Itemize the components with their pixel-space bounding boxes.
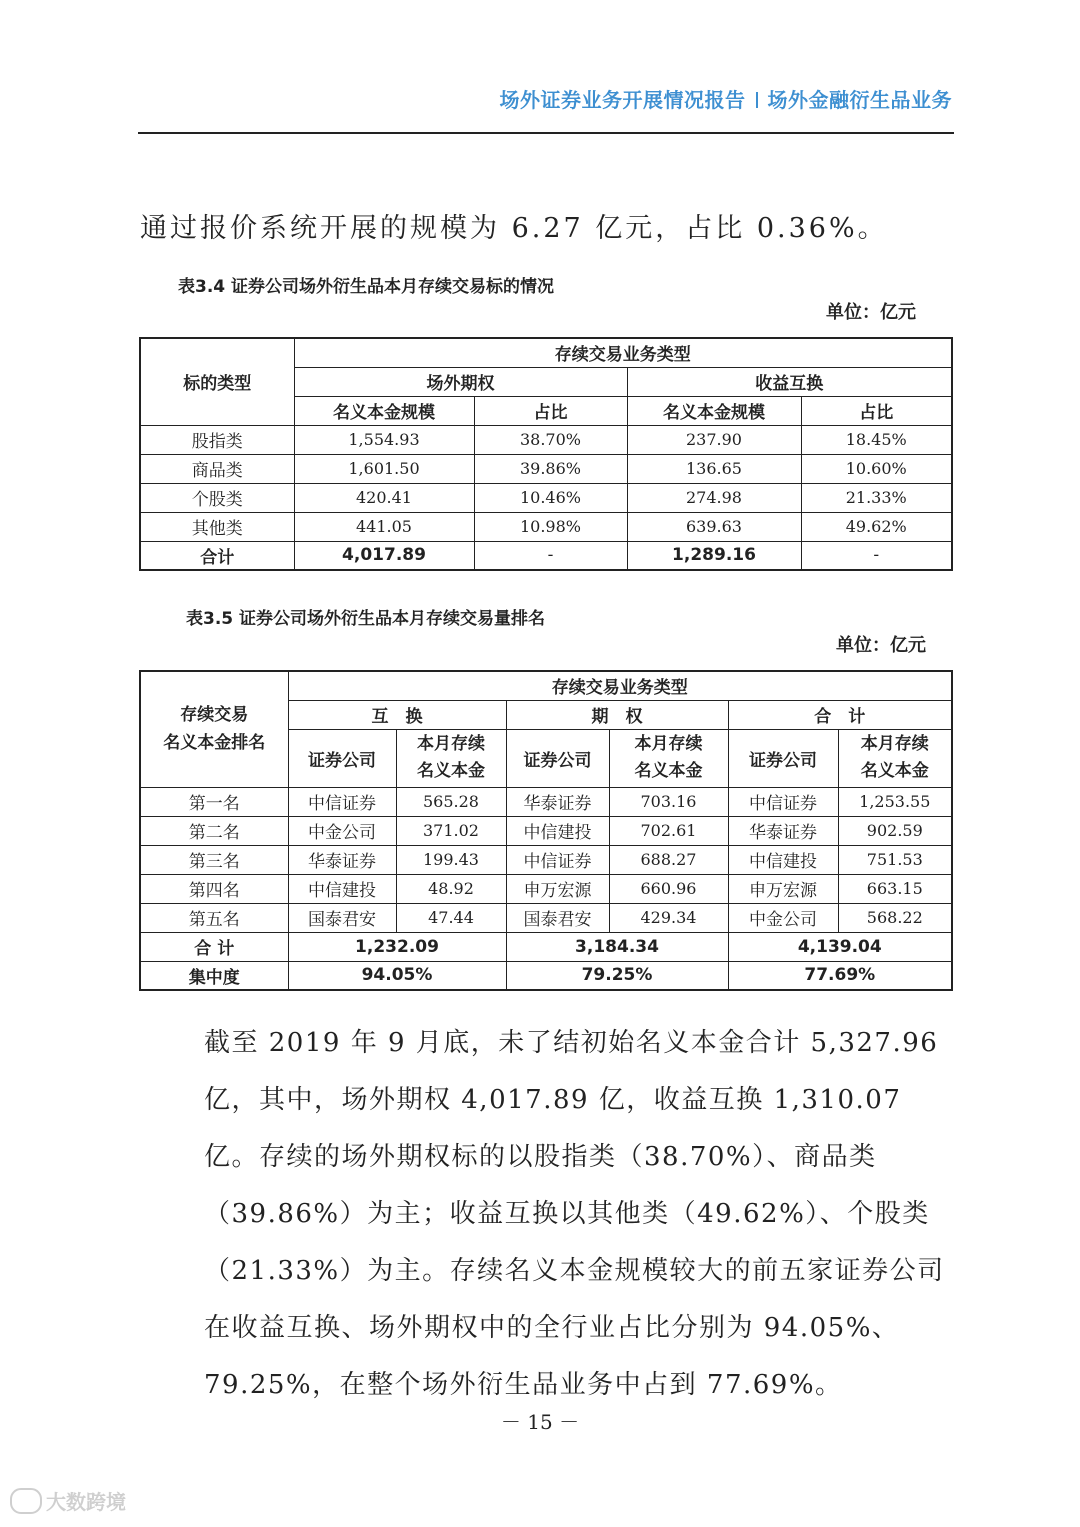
table35-cell: 660.96 bbox=[609, 874, 728, 903]
table34-col-scale: 名义本金规模 bbox=[294, 396, 474, 425]
table34-total-row bbox=[140, 541, 952, 570]
table35-concentration-cell: 94.05% bbox=[288, 961, 506, 990]
table34-cell: 49.62% bbox=[801, 512, 952, 541]
table35-cell: 429.34 bbox=[609, 903, 728, 932]
table34-cell: 420.41 bbox=[294, 483, 474, 512]
header-section: 场外金融衍生品业务 bbox=[767, 88, 952, 112]
table35-cell: 中金公司 bbox=[288, 816, 396, 845]
table35-cell: 中金公司 bbox=[728, 903, 838, 932]
table35-col-amount-line2: 名义本金 bbox=[634, 761, 703, 781]
table35-rank: 第三名 bbox=[140, 845, 288, 874]
table34-swap-header: 收益互换 bbox=[627, 367, 952, 396]
table34-cell: 639.63 bbox=[627, 512, 801, 541]
table35-caption: 表3.5 证券公司场外衍生品本月存续交易量排名 bbox=[186, 609, 546, 629]
table34-cell: 441.05 bbox=[294, 512, 474, 541]
table35-col-amount bbox=[838, 729, 952, 787]
table34-row-label: 商品类 bbox=[140, 454, 294, 483]
table34-row-label: 股指类 bbox=[140, 425, 294, 454]
table35-col-company: 证券公司 bbox=[288, 729, 396, 787]
table34-cell: 1,601.50 bbox=[294, 454, 474, 483]
table35-corner bbox=[140, 671, 288, 787]
table35-total-row bbox=[140, 932, 952, 961]
table35-swap-header: 互 换 bbox=[288, 700, 506, 729]
table35-cell: 中信证券 bbox=[506, 845, 609, 874]
summary-paragraph bbox=[140, 1015, 950, 1414]
table-row bbox=[140, 845, 952, 874]
table35-cell: 国泰君安 bbox=[288, 903, 396, 932]
table-row bbox=[140, 874, 952, 903]
table35-cell: 688.27 bbox=[609, 845, 728, 874]
table35-cell: 中信证券 bbox=[728, 787, 838, 816]
table35 bbox=[139, 670, 953, 991]
report-header bbox=[500, 84, 953, 113]
table35-cell: 199.43 bbox=[396, 845, 506, 874]
table34-total-cell: - bbox=[474, 541, 627, 570]
table35-col-company: 证券公司 bbox=[506, 729, 609, 787]
table35-cell: 565.28 bbox=[396, 787, 506, 816]
table35-total-label: 合 计 bbox=[140, 932, 288, 961]
table34-options-header: 场外期权 bbox=[294, 367, 627, 396]
table-row bbox=[140, 454, 952, 483]
table34-cell: 10.46% bbox=[474, 483, 627, 512]
table35-concentration-label: 集中度 bbox=[140, 961, 288, 990]
table34-col-ratio: 占比 bbox=[474, 396, 627, 425]
table34-cell: 1,554.93 bbox=[294, 425, 474, 454]
table35-rank: 第五名 bbox=[140, 903, 288, 932]
table35-col-amount-line1: 本月存续 bbox=[860, 734, 929, 754]
header-title: 场外证券业务开展情况报告 bbox=[499, 88, 746, 112]
table34-cell: 10.98% bbox=[474, 512, 627, 541]
table35-col-amount-line2: 名义本金 bbox=[417, 761, 485, 781]
table34 bbox=[139, 337, 953, 571]
table35-unit: 单位：亿元 bbox=[836, 635, 926, 656]
table34-cell: 274.98 bbox=[627, 483, 801, 512]
table-row bbox=[140, 425, 952, 454]
table35-cell: 663.15 bbox=[838, 874, 952, 903]
header-rule bbox=[138, 132, 954, 134]
table-row bbox=[140, 787, 952, 816]
table34-row-label: 其他类 bbox=[140, 512, 294, 541]
table35-concentration-row bbox=[140, 961, 952, 990]
table35-cell: 华泰证券 bbox=[288, 845, 396, 874]
table35-col-amount-line1: 本月存续 bbox=[417, 734, 485, 754]
table34-col-ratio: 占比 bbox=[801, 396, 952, 425]
table34-corner: 标的类型 bbox=[140, 338, 294, 425]
table35-cell: 48.92 bbox=[396, 874, 506, 903]
table35-concentration-cell: 79.25% bbox=[506, 961, 728, 990]
summary-text: 截至 2019 年 9 月底，未了结初始名义本金合计 5,327.96 亿，其中，场外期权 4,017.89 亿，收益互换 1,310.07 亿。存续的场外期权标的以股指类（38.70%）、商品类（39.86%）为主；收益互换以其他类（49.62%）、个股类（21.33%）为主。存续名义本金规模较大的前五家证券公司在收益互换、场外期权中的全行业占比分别为 94.05%、79.25%，在整个场外衍生品业务中占到 77.69%。 bbox=[204, 1028, 945, 1400]
table35-col-amount bbox=[609, 729, 728, 787]
table34-cell: 39.86% bbox=[474, 454, 627, 483]
table-row bbox=[140, 903, 952, 932]
table34-total-cell: - bbox=[801, 541, 952, 570]
table35-col-company: 证券公司 bbox=[728, 729, 838, 787]
table35-cell: 华泰证券 bbox=[506, 787, 609, 816]
table34-total-label: 合计 bbox=[140, 541, 294, 570]
table34-total-cell: 4,017.89 bbox=[294, 541, 474, 570]
table35-cell: 中信建投 bbox=[506, 816, 609, 845]
table35-cell: 371.02 bbox=[396, 816, 506, 845]
table35-rank: 第二名 bbox=[140, 816, 288, 845]
table35-group-header: 存续交易业务类型 bbox=[288, 671, 952, 700]
table35-corner-line2: 名义本金排名 bbox=[163, 733, 266, 754]
table35-total-cell: 1,232.09 bbox=[288, 932, 506, 961]
table34-cell: 18.45% bbox=[801, 425, 952, 454]
table34-row-label: 个股类 bbox=[140, 483, 294, 512]
table-row bbox=[140, 816, 952, 845]
table35-rank: 第四名 bbox=[140, 874, 288, 903]
table35-cell: 902.59 bbox=[838, 816, 952, 845]
table35-total-cell: 3,184.34 bbox=[506, 932, 728, 961]
table34-total-cell: 1,289.16 bbox=[627, 541, 801, 570]
watermark-text: 大数跨境 bbox=[46, 1490, 126, 1514]
intro-text: 通过报价系统开展的规模为 6.27 亿元，占比 0.36%。 bbox=[140, 213, 888, 244]
table34-unit: 单位：亿元 bbox=[826, 302, 916, 323]
table-row bbox=[140, 483, 952, 512]
table35-total-cell: 4,139.04 bbox=[728, 932, 952, 961]
table35-concentration-cell: 77.69% bbox=[728, 961, 952, 990]
table35-cell: 申万宏源 bbox=[728, 874, 838, 903]
table35-cell: 中信证券 bbox=[288, 787, 396, 816]
table34-cell: 10.60% bbox=[801, 454, 952, 483]
table35-col-amount-line2: 名义本金 bbox=[860, 761, 929, 781]
table34-caption: 表3.4 证券公司场外衍生品本月存续交易标的情况 bbox=[178, 277, 555, 297]
table35-cell: 申万宏源 bbox=[506, 874, 609, 903]
table35-cell: 751.53 bbox=[838, 845, 952, 874]
table35-col-amount-line1: 本月存续 bbox=[634, 734, 703, 754]
table35-cell: 国泰君安 bbox=[506, 903, 609, 932]
table35-cell: 1,253.55 bbox=[838, 787, 952, 816]
watermark bbox=[10, 1486, 126, 1515]
table35-corner-line1: 存续交易 bbox=[180, 705, 249, 726]
table35-cell: 中信建投 bbox=[728, 845, 838, 874]
table35-total-header: 合 计 bbox=[728, 700, 952, 729]
table34-cell: 21.33% bbox=[801, 483, 952, 512]
table35-cell: 中信建投 bbox=[288, 874, 396, 903]
table35-cell: 703.16 bbox=[609, 787, 728, 816]
table34-cell: 38.70% bbox=[474, 425, 627, 454]
table-row bbox=[140, 512, 952, 541]
table35-rank: 第一名 bbox=[140, 787, 288, 816]
table35-col-amount bbox=[396, 729, 506, 787]
table35-cell: 568.22 bbox=[838, 903, 952, 932]
table35-cell: 47.44 bbox=[396, 903, 506, 932]
table35-options-header: 期 权 bbox=[506, 700, 728, 729]
table35-cell: 华泰证券 bbox=[728, 816, 838, 845]
table35-cell: 702.61 bbox=[609, 816, 728, 845]
page-number: － 15 － bbox=[500, 1410, 580, 1434]
table34-cell: 136.65 bbox=[627, 454, 801, 483]
table34-group-header: 存续交易业务类型 bbox=[294, 338, 952, 367]
table34-col-scale: 名义本金规模 bbox=[627, 396, 801, 425]
header-divider bbox=[756, 92, 758, 108]
table34-cell: 237.90 bbox=[627, 425, 801, 454]
watermark-logo-icon bbox=[10, 1488, 42, 1514]
